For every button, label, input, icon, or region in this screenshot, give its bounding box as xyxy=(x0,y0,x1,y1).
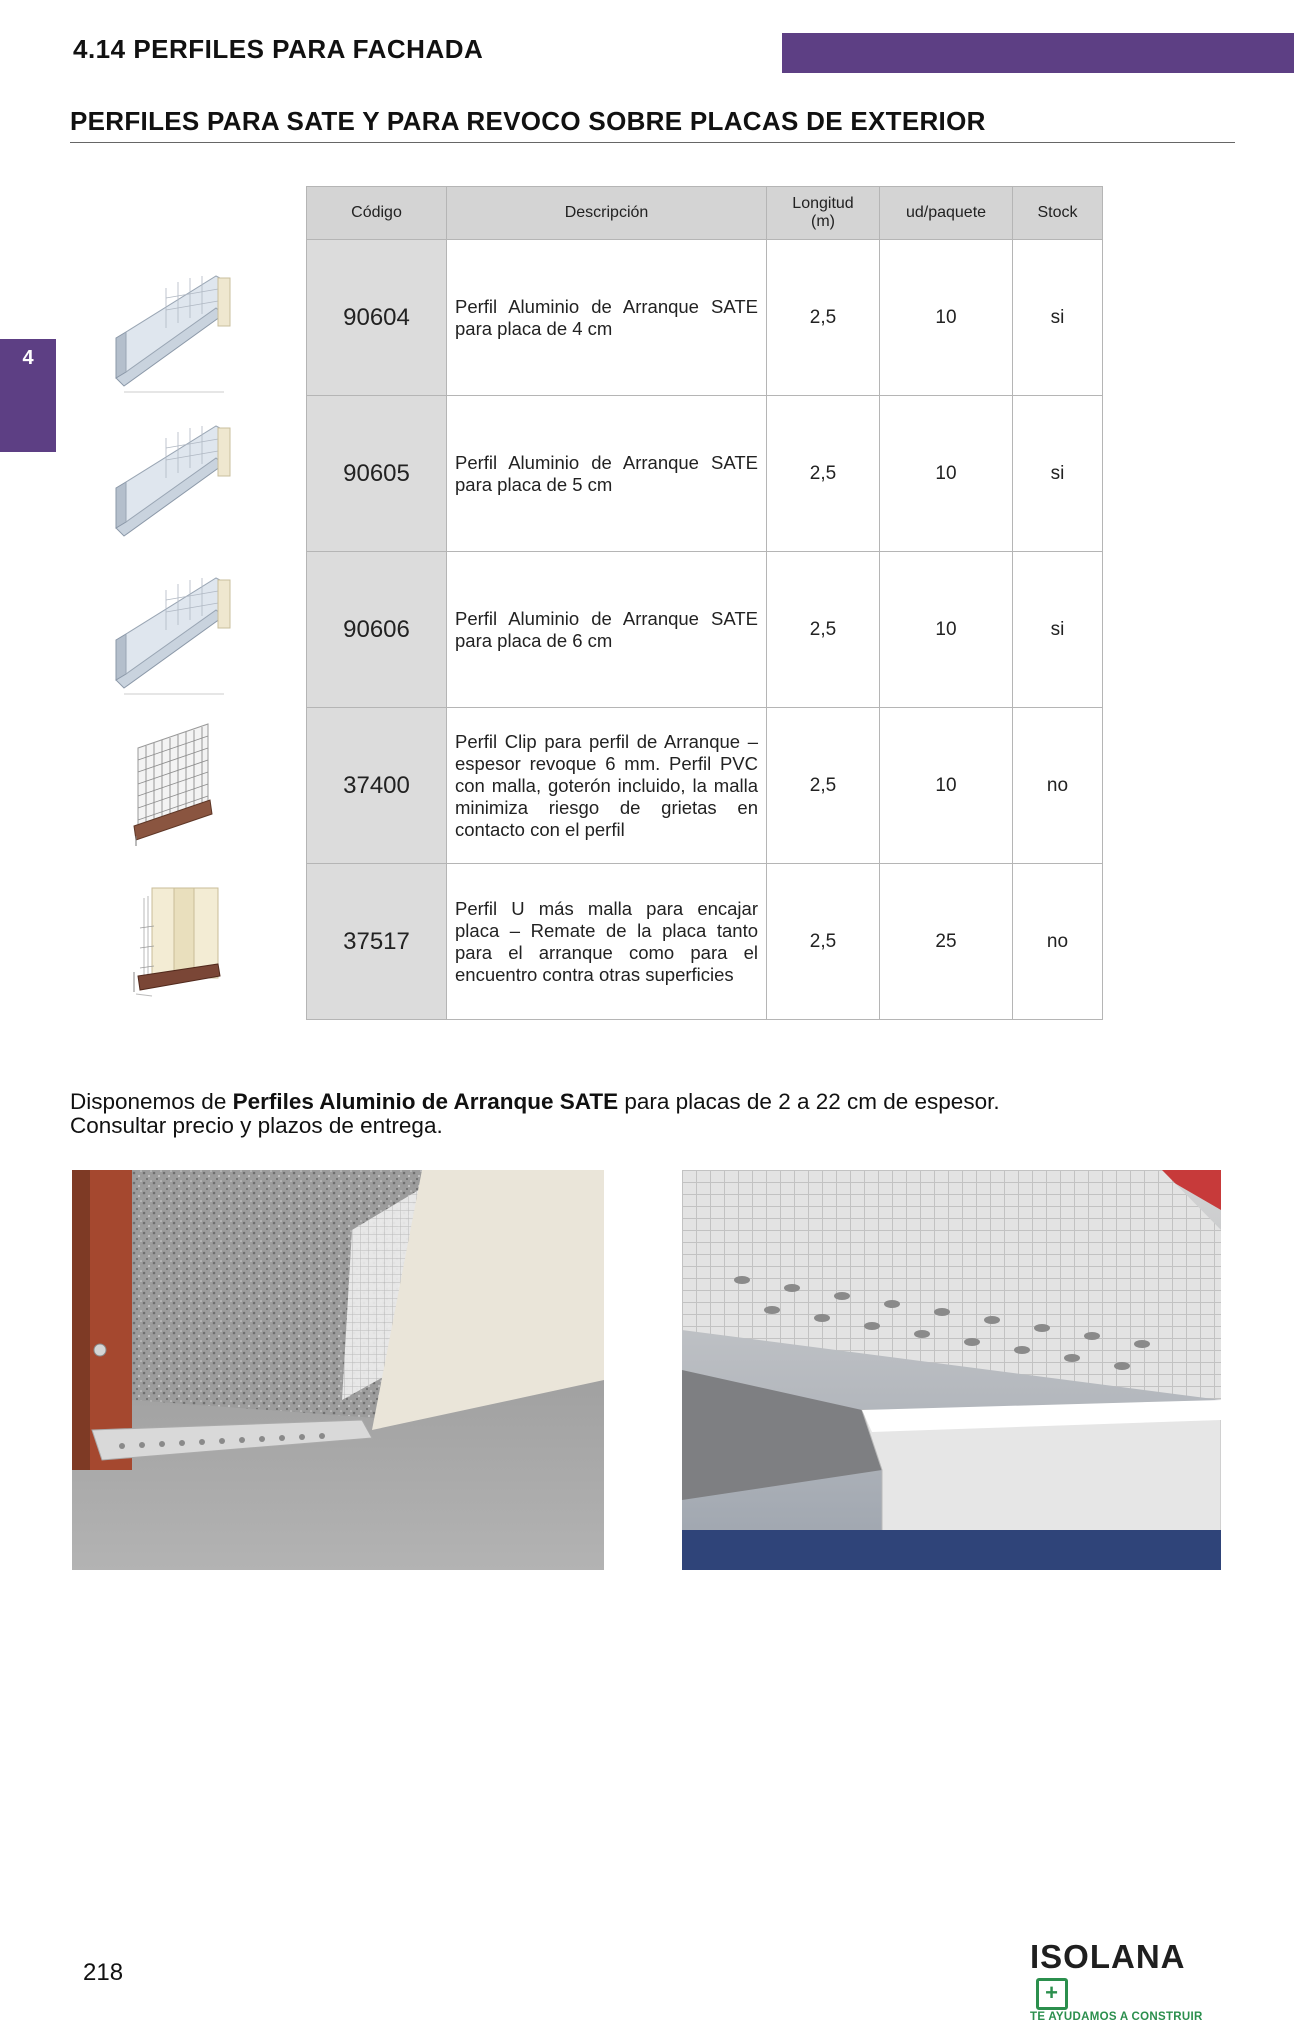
u-profile-mesh-icon xyxy=(134,888,220,996)
cell-length: 2,5 xyxy=(767,240,880,396)
note-line2: Consultar precio y plazos de entrega. xyxy=(70,1113,443,1138)
column-header-length-line2: (m) xyxy=(811,213,835,230)
cell-pack: 10 xyxy=(880,240,1013,396)
cell-code: 37517 xyxy=(307,864,447,1020)
plus-icon: + xyxy=(1036,1978,1068,2010)
cell-description: Perfil Aluminio de Arranque SATE para placa de 4 cm xyxy=(447,240,767,396)
page-number: 218 xyxy=(83,1959,124,1986)
table-row xyxy=(307,864,1103,1020)
cell-length: 2,5 xyxy=(767,396,880,552)
table-row xyxy=(307,708,1103,864)
cell-description: Perfil Aluminio de Arranque SATE para placa de 5 cm xyxy=(447,396,767,552)
availability-note xyxy=(70,1090,1220,1138)
column-header-pack: ud/paquete xyxy=(880,187,1013,240)
cell-stock: si xyxy=(1013,396,1103,552)
table-header-row xyxy=(307,187,1103,240)
brand-logo xyxy=(1030,1938,1220,2023)
pvc-clip-mesh-profile-icon xyxy=(134,724,212,846)
logo-tagline: TE AYUDAMOS A CONSTRUIR xyxy=(1030,2011,1203,2023)
cell-pack: 10 xyxy=(880,552,1013,708)
subtitle-divider xyxy=(70,142,1235,143)
chapter-tab[interactable] xyxy=(0,339,56,452)
page-subtitle: PERFILES PARA SATE Y PARA REVOCO SOBRE PLACAS DE EXTERIOR xyxy=(70,106,986,136)
aluminum-starter-profile-icon xyxy=(116,276,230,392)
cell-stock: si xyxy=(1013,552,1103,708)
column-header-length-line1: Longitud xyxy=(792,195,854,213)
cell-description: Perfil Clip para perfil de Arranque – espesor revoque 6 mm. Perfil PVC con malla, goterón incluido, la malla minimiza riesgo de grietas en contacto con el perfil xyxy=(447,708,767,864)
cell-code: 90606 xyxy=(307,552,447,708)
cell-pack: 10 xyxy=(880,708,1013,864)
logo-word: ISOLANA xyxy=(1030,1938,1186,1975)
cell-description: Perfil U más malla para encajar placa – Remate de la placa tanto para el arranque como para el encuentro contra otras superficies xyxy=(447,864,767,1020)
column-header-description: Descripción xyxy=(447,187,767,240)
cell-stock: si xyxy=(1013,240,1103,396)
section-title: 4.14 PERFILES PARA FACHADA xyxy=(73,34,484,64)
aluminum-starter-profile-icon xyxy=(116,426,230,536)
photo-pvc-profile-closeup xyxy=(682,1170,1221,1570)
products-table xyxy=(306,186,1103,1020)
note-bold: Perfiles Aluminio de Arranque SATE xyxy=(232,1089,619,1114)
product-image-90605 xyxy=(96,418,256,548)
column-header-code: Código xyxy=(307,187,447,240)
product-image-37400 xyxy=(96,718,256,848)
note-prefix: Disponemos de xyxy=(70,1089,233,1114)
cell-code: 90604 xyxy=(307,240,447,396)
cell-length: 2,5 xyxy=(767,708,880,864)
product-image-90604 xyxy=(96,268,256,398)
cell-pack: 25 xyxy=(880,864,1013,1020)
chapter-tab-label: 4 xyxy=(22,347,34,369)
column-header-stock: Stock xyxy=(1013,187,1103,240)
cell-code: 90605 xyxy=(307,396,447,552)
note-suffix: para placas de 2 a 22 cm de espesor. xyxy=(618,1089,1000,1114)
table-row xyxy=(307,240,1103,396)
aluminum-starter-profile-icon xyxy=(116,578,230,694)
cell-pack: 10 xyxy=(880,396,1013,552)
cell-description: Perfil Aluminio de Arranque SATE para placa de 6 cm xyxy=(447,552,767,708)
cell-length: 2,5 xyxy=(767,552,880,708)
cell-stock: no xyxy=(1013,708,1103,864)
table-row xyxy=(307,396,1103,552)
cell-code: 37400 xyxy=(307,708,447,864)
product-image-90606 xyxy=(96,570,256,700)
photo-sate-installation xyxy=(72,1170,604,1570)
header-accent-bar xyxy=(782,33,1294,73)
product-image-37517 xyxy=(96,868,256,998)
cell-stock: no xyxy=(1013,864,1103,1020)
table-row xyxy=(307,552,1103,708)
column-header-length xyxy=(767,187,880,240)
cell-length: 2,5 xyxy=(767,864,880,1020)
